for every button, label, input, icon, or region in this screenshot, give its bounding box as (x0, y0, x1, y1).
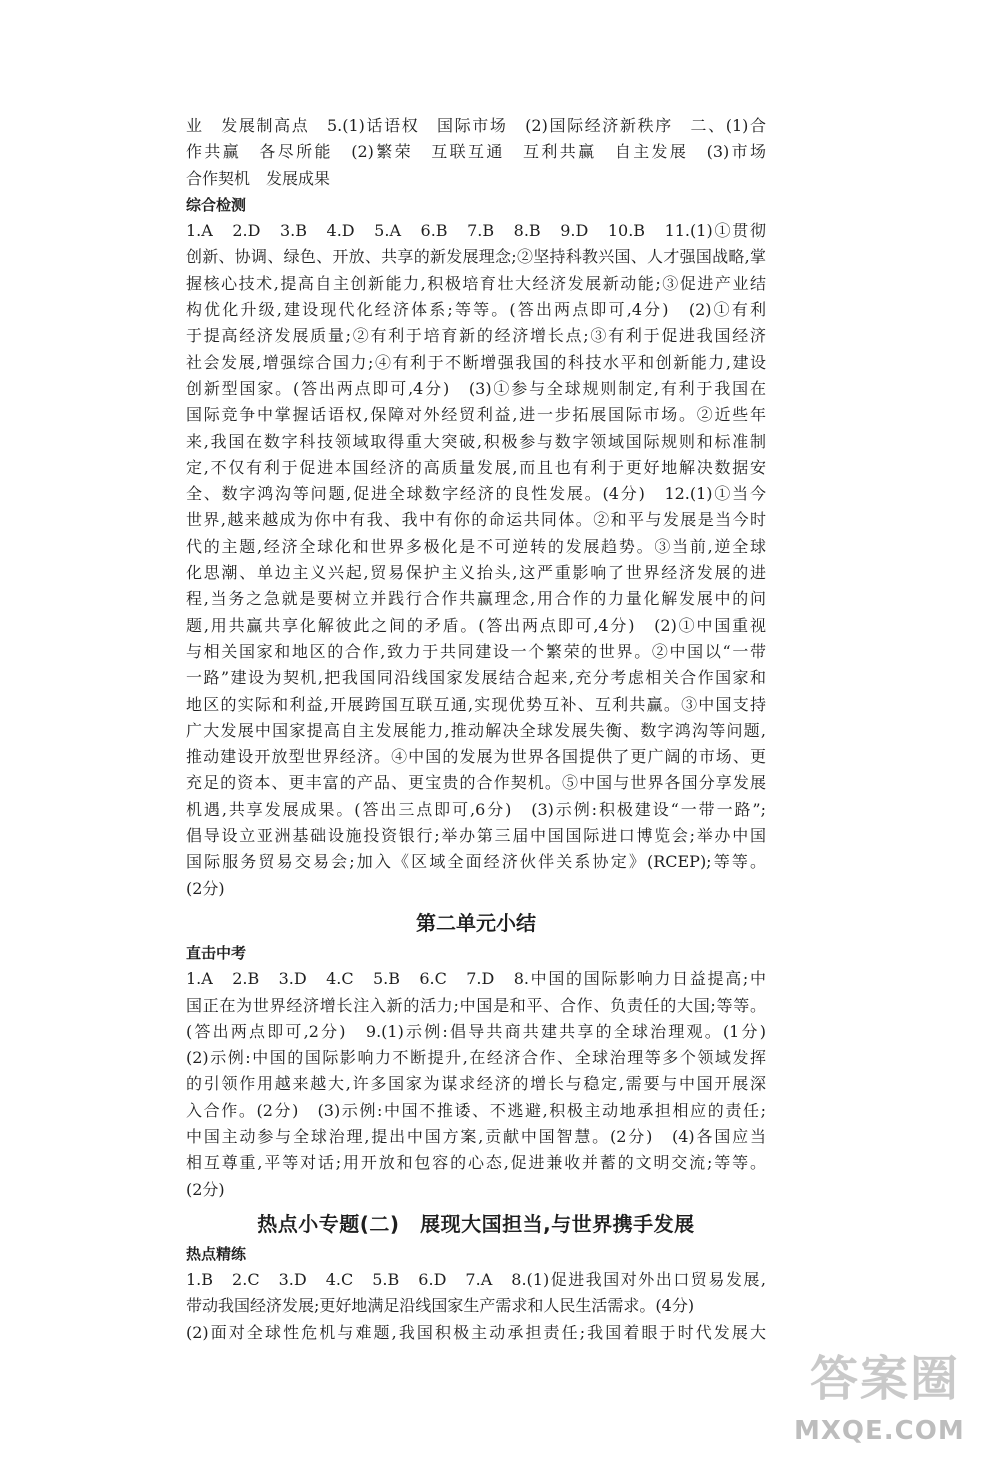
text-line: 中国主动参与全球治理,提出中国方案,贡献中国智慧。(2分) (4)各国应当 (186, 1126, 766, 1146)
text-line: 业 发展制高点 5.(1)话语权 国际市场 (2)国际经济新秩序 二、(1)合 (186, 116, 766, 135)
text-line: (答出两点即可,2分) 9.(1)示例:倡导共商共建共享的全球治理观。(1分) (186, 1021, 766, 1041)
text-line: 带动我国经济发展;更好地满足沿线国家生产需求和人民生活需求。(4分) (186, 1296, 695, 1316)
text-line: 构优化升级,建设现代化经济体系;等等。(答出两点即可,4分) (2)①有利 (186, 300, 766, 320)
text-line: 全、数字鸿沟等问题,促进全球数字经济的良性发展。(4分) 12.(1)①当今 (186, 484, 766, 504)
text-line: 入合作。(2分) (3)示例:中国不推诿、不逃避,积极主动地承担相应的责任; (186, 1100, 766, 1120)
text-line: 定,不仅有利于促进本国经济的高质量发展,而且也有利于更好地解决数据安 (186, 457, 766, 477)
text-line: 1.A 2.B 3.D 4.C 5.B 6.C 7.D 8.中国的国际影响力日益提高;中 (186, 969, 766, 989)
section-heading: 综合检测 (186, 195, 247, 214)
text-line: 代的主题,经济全球化和世界多极化是不可逆转的发展趋势。③当前,逆全球 (186, 536, 766, 556)
text-line: 推动建设开放型世界经济。④中国的发展为世界各国提供了更广阔的市场、更 (186, 747, 766, 767)
text-line: 的引领作用越来越大,许多国家为谋求经济的增长与稳定,需要与中国开展深 (186, 1074, 766, 1094)
text-line: 相互尊重,平等对话;用开放和包容的心态,促进兼收并蓄的文明交流;等等。 (186, 1153, 766, 1173)
section-heading: 热点精练 (186, 1244, 247, 1263)
text-line: 一路”建设为契机,把我国同沿线国家发展结合起来,充分考虑相关合作国家和 (186, 668, 766, 688)
text-line: 1.A 2.D 3.B 4.D 5.A 6.B 7.B 8.B 9.D 10.B 11.(1)①贯彻 (186, 221, 766, 241)
text-line: 创新型国家。(答出两点即可,4分) (3)①参与全球规则制定,有利于我国在 (186, 378, 766, 398)
text-line: 充足的资本、更丰富的产品、更宝贵的合作契机。⑤中国与世界各国分享发展 (186, 773, 766, 793)
text-line: (2分) (186, 1179, 225, 1199)
text-line: (2)示例:中国的国际影响力不断提升,在经济合作、全球治理等多个领域发挥 (186, 1048, 766, 1068)
text-line: 来,我国在数字科技领域取得重大突破,积极参与数字领域国际规则和标准制 (186, 431, 766, 451)
text-line: 1.B 2.C 3.D 4.C 5.B 6.D 7.A 8.(1)促进我国对外出口贸易发展, (186, 1270, 766, 1290)
text-line: 世界,越来越成为你中有我、我中有你的命运共同体。②和平与发展是当今时 (186, 510, 766, 530)
text-line: 与相关国家和地区的合作,致力于共同建设一个繁荣的世界。②中国以“一带 (186, 641, 766, 661)
answer-page (186, 113, 766, 1346)
text-line: 倡导设立亚洲基础设施投资银行;举办第三届中国国际进口博览会;举办中国 (186, 826, 766, 846)
text-line: 程,当务之急就是要树立并践行合作共赢理念,用合作的力量化解发展中的问 (186, 589, 766, 609)
text-line: 于提高经济发展质量;②有利于培育新的经济增长点;③有利于促进我国经济 (186, 326, 766, 346)
text-line: 握核心技术,提高自主创新能力,积极培育壮大经济发展新动能;③促进产业结 (186, 273, 766, 293)
text-line: 社会发展,增强综合国力;④有利于不断增强我国的科技水平和创新能力,建设 (186, 352, 766, 372)
text-line: 地区的实际和利益,开展跨国互联互通,实现优势互补、互利共赢。③中国支持 (186, 694, 766, 714)
text-line: (2分) (186, 878, 225, 898)
text-line: 国际服务贸易交易会;加入《区域全面经济伙伴关系协定》(RCEP);等等。 (186, 852, 766, 872)
hot-topic-title: 热点小专题(二) 展现大国担当,与世界携手发展 (257, 1211, 695, 1236)
section-heading: 直击中考 (186, 943, 247, 962)
text-line: 国正在为世界经济增长注入新的活力;中国是和平、合作、负责任的大国;等等。 (186, 995, 766, 1015)
text-line: 广大发展中国家提高自主发展能力,推动解决全球发展失衡、数字鸿沟等问题, (186, 720, 766, 740)
watermark-logo-mark: 答案圈 (810, 1351, 961, 1407)
text-line: 题,用共赢共享化解彼此之间的矛盾。(答出两点即可,4分) (2)①中国重视 (186, 615, 766, 635)
text-line: 机遇,共享发展成果。(答出三点即可,6分) (3)示例:积极建设“一带一路”; (186, 799, 766, 819)
text-line: 合作契机 发展成果 (186, 168, 331, 188)
text-line: (2)面对全球性危机与难题,我国积极主动承担责任;我国着眼于时代发展大 (186, 1322, 766, 1342)
watermark-logo (788, 1347, 988, 1457)
text-line: 创新、协调、绿色、开放、共享的新发展理念;②坚持科教兴国、人才强国战略,掌 (186, 247, 766, 267)
watermark-url: MXQE.COM (794, 1416, 965, 1446)
text-line: 作共赢 各尽所能 (2)繁荣 互联互通 互利共赢 自主发展 (3)市场 (186, 142, 766, 162)
text-line: 化思潮、单边主义兴起,贸易保护主义抬头,这严重影响了世界经济发展的进 (186, 563, 766, 583)
unit-summary-title: 第二单元小结 (416, 910, 536, 935)
text-line: 国际竞争中掌握话语权,保障对外经贸利益,进一步拓展国际市场。②近些年 (186, 405, 766, 425)
